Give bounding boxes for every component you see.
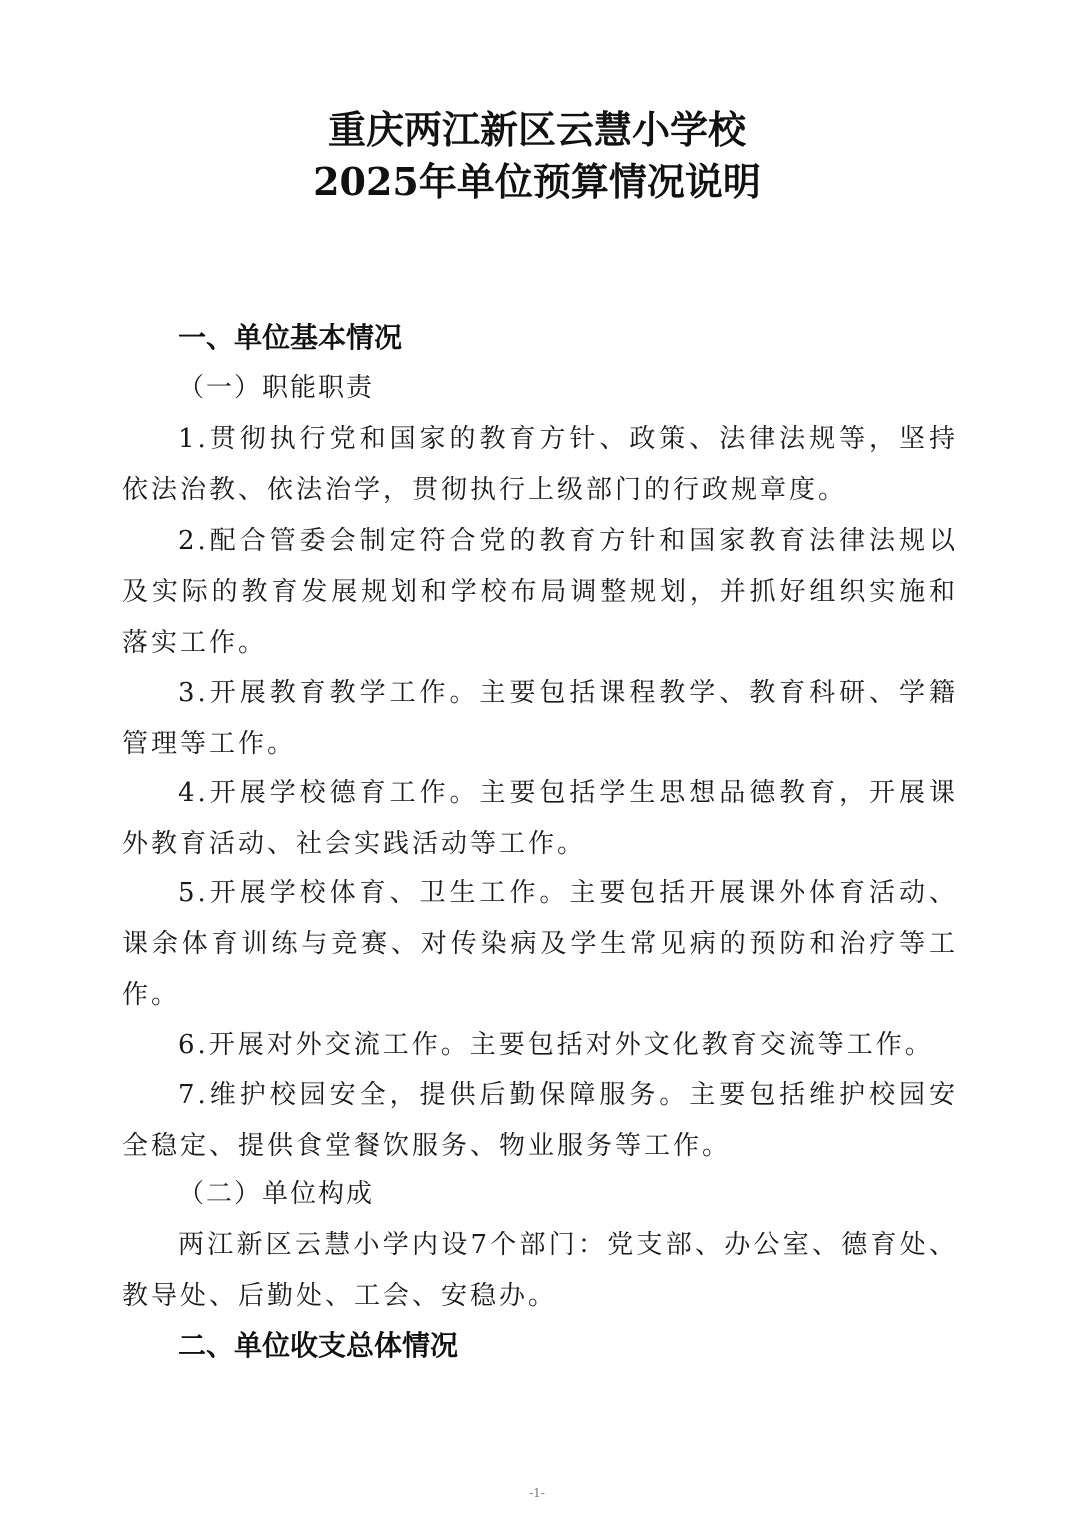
duty-item-7: 7.维护校园安全，提供后勤保障服务。主要包括维护校园安全稳定、提供食堂餐饮服务、物业服务等工作。 [122, 1080, 958, 1161]
subsection-1-heading: （一）职能职责 [178, 373, 375, 403]
duty-item-5: 5.开展学校体育、卫生工作。主要包括开展课外体育活动、课余体育训练与竞赛、对传染病及学生常见病的预防和治疗等工作。 [122, 878, 958, 1010]
document-title-line-1: 重庆两江新区云慧小学校 [327, 107, 746, 152]
duty-item-6: 6.开展对外交流工作。主要包括对外文化教育交流等工作。 [178, 1030, 934, 1060]
document-title-line-2: 2025年单位预算情况说明 [313, 159, 761, 204]
unit-composition-text: 两江新区云慧小学内设7个部门：党支部、办公室、德育处、教导处、后勤处、工会、安稳办。 [122, 1230, 958, 1311]
duty-item-4: 4.开展学校德育工作。主要包括学生思想品德教育，开展课外教育活动、社会实践活动等工作。 [122, 778, 958, 859]
duty-item-3: 3.开展教育教学工作。主要包括课程教学、教育科研、学籍管理等工作。 [122, 678, 958, 759]
section-1-heading: 一、单位基本情况 [178, 321, 403, 354]
duty-item-1: 1.贯彻执行党和国家的教育方针、政策、法律法规等，坚持依法治教、依法治学，贯彻执行上级部门的行政规章度。 [122, 424, 958, 505]
section-2-heading: 二、单位收支总体情况 [178, 1329, 459, 1362]
subsection-2-heading: （二）单位构成 [178, 1179, 375, 1209]
page-number: -1- [529, 1486, 545, 1500]
duty-item-2: 2.配合管委会制定符合党的教育方针和国家教育法律法规以及实际的教育发展规划和学校布局调整规划，并抓好组织实施和落实工作。 [122, 526, 958, 658]
